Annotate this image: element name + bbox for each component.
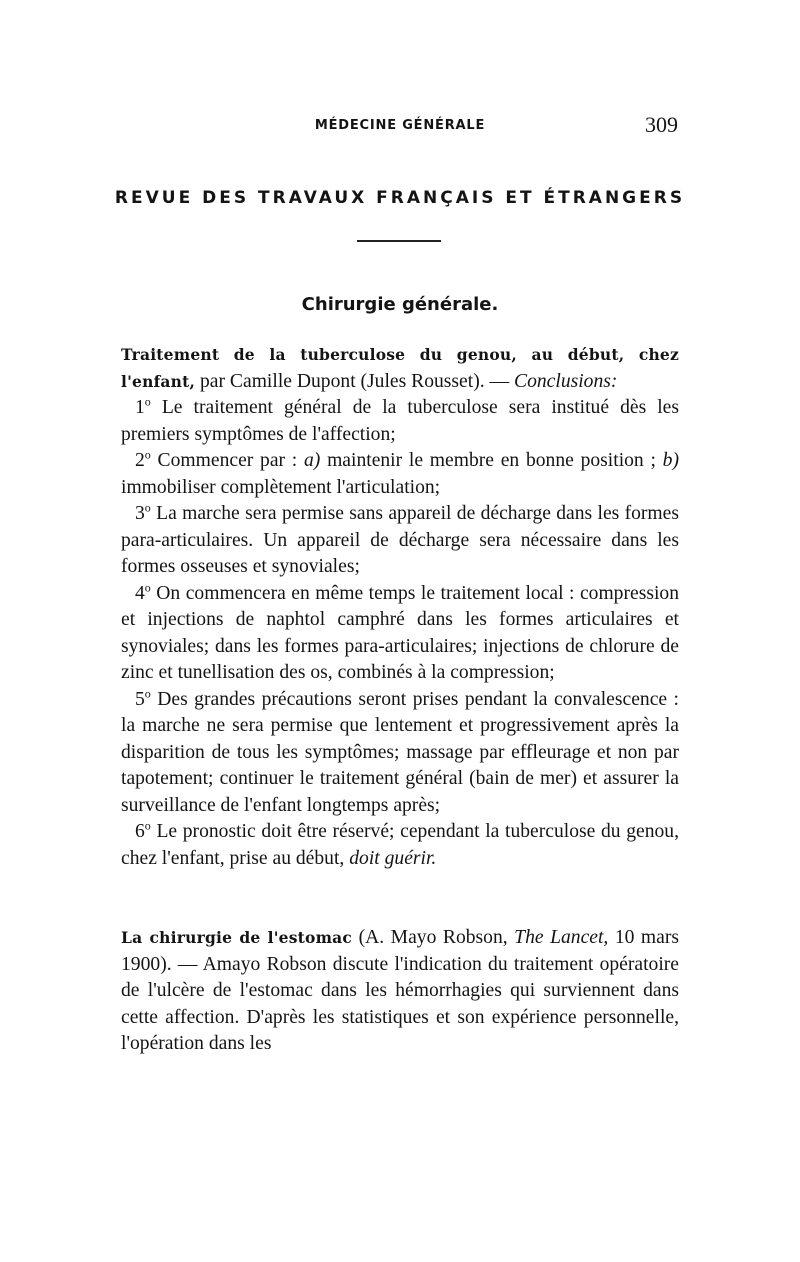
item-text: Des grandes précautions seront prises pendant la convalescence : la marche ne sera permise que lentement et progressivement après la disparition de tous les symptômes; massage par effleurage et non par tapotement; continuer le traitement général (bain de mer) et assurer la surveillance de l'enfant longtemps après; [121,688,679,816]
article-byline: par Camille Dupont (Jules Rousset). — [195,370,515,392]
item-sublabel-a: a) [304,450,321,471]
conclusion-item-5 [121,687,679,820]
conclusion-item-6 [121,819,679,872]
item-ordinal-mark: o [144,579,151,594]
article-chirurgie-estomac [121,925,679,1058]
item-text: immobiliser complètement l'articulation; [121,476,441,498]
item-sublabel-b: b) [662,450,679,471]
article-paragraph [121,925,679,1058]
article-citation: (A. Mayo Robson, [352,927,515,948]
article-title-paragraph [121,342,679,395]
item-text: On commencera en même temps le traitement local : compression et injections de naphtol camphré dans les formes articulaires et synoviales; dans les formes para-articulaires; injections de chlorure de zinc et tunellisation des os, combinés à la compression; [121,582,679,683]
item-text: La marche sera permise sans appareil de décharge dans les formes para-articulaires. Un appareil de décharge sera nécessaire dans les formes osseuses et synoviales; [121,503,679,577]
article-title: La chirurgie de l'estomac [121,928,353,947]
item-number: 4 [135,582,145,604]
running-head [120,112,680,144]
item-ordinal-mark: o [144,500,151,515]
item-ordinal-mark: o [144,447,151,462]
conclusions-label: Conclusions: [514,370,618,392]
subsection-heading: Chirurgie générale. [301,294,499,315]
item-emphasis: doit guérir. [349,847,437,869]
section-heading: REVUE DES TRAVAUX FRANÇAIS ET ÉTRANGERS [114,188,686,208]
item-text: Le pronostic doit être réservé; cependant la tuberculose du genou, chez l'enfant, prise au début, [121,821,679,869]
article-body: 10 mars 1900). — Amayo Robson discute l'indication du traitement opératoire de l'ulcère de l'estomac dans les hémorrhagies qui surviennent dans cette affection. D'après les statistiques et son expérience personnelle, l'opération dans les [121,927,680,1054]
running-title: MÉDECINE GÉNÉRALE [314,118,486,133]
item-ordinal-mark: o [144,685,151,700]
article-title: Traitement de la tuberculose du genou, au début, chez l'enfant, [121,345,679,391]
item-text: Le traitement général de la tuberculose sera institué dès les premiers symptômes de l'affection; [121,397,679,445]
article-tuberculose-genou [121,342,679,872]
item-ordinal-mark: o [144,394,151,409]
item-number: 6 [135,821,145,842]
conclusion-item-2 [121,448,679,501]
item-number: 5 [135,688,145,710]
item-text: Commencer par : [150,450,304,471]
item-text: maintenir le membre en bonne position ; [320,450,663,471]
item-number: 3 [135,503,145,524]
conclusion-item-1 [121,395,679,448]
page-number: 309 [645,112,678,137]
journal-name: The Lancet, [514,927,609,948]
conclusion-item-3 [121,501,679,581]
item-number: 2 [135,450,145,471]
conclusion-item-4 [121,581,679,687]
item-ordinal-mark: o [144,818,151,833]
item-number: 1 [135,397,145,418]
section-divider [357,240,441,242]
